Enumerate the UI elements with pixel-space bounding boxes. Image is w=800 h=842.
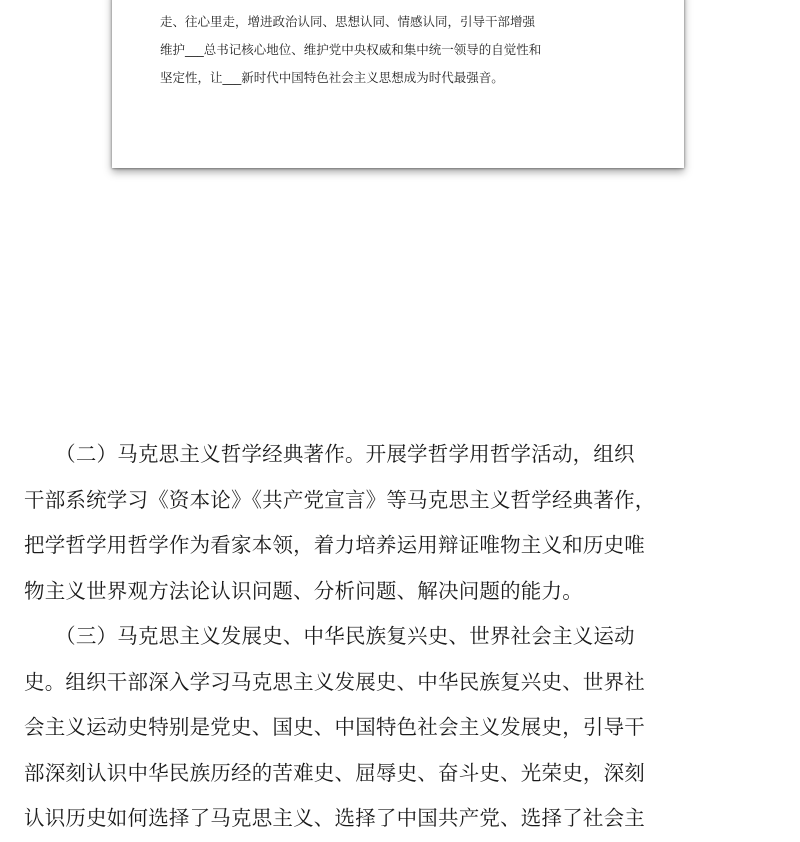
- body-line: 物主义世界观方法论认识问题、分析问题、解决问题的能力。: [24, 578, 583, 603]
- body-line: 部深刻认识中华民族历经的苦难史、屈辱史、奋斗史、光荣史，深刻: [24, 760, 645, 785]
- document-body-text: [24, 432, 704, 842]
- body-line: 把学哲学用哲学作为看家本领，着力培养运用辩证唯物主义和历史唯: [24, 533, 645, 557]
- preview-line: 坚定性，让___新时代中国特色社会主义思想成为时代最强音。: [160, 70, 504, 85]
- body-line: 认识历史如何选择了马克思主义、选择了中国共产党、选择了社会主: [24, 806, 645, 830]
- preview-line: 走、往心里走，增进政治认同、思想认同、情感认同，引导干部增强: [160, 14, 536, 29]
- body-line: 会主义运动史特别是党史、国史、中国特色社会主义发展史，引导干: [24, 715, 645, 739]
- body-line: 史。组织干部深入学习马克思主义发展史、中华民族复兴史、世界社: [24, 669, 645, 694]
- preview-line: 维护___总书记核心地位、维护党中央权威和集中统一领导的自觉性和: [160, 42, 542, 57]
- body-line: （三）马克思主义发展史、中华民族复兴史、世界社会主义运动: [24, 624, 635, 648]
- body-line: （二）马克思主义哲学经典著作。开展学哲学用哲学活动，组织: [24, 442, 635, 466]
- page-preview-text: [160, 8, 650, 92]
- body-line: 干部系统学习《资本论》《共产党宣言》等马克思主义哲学经典著作，: [24, 487, 656, 512]
- document-page-preview: [112, 0, 684, 168]
